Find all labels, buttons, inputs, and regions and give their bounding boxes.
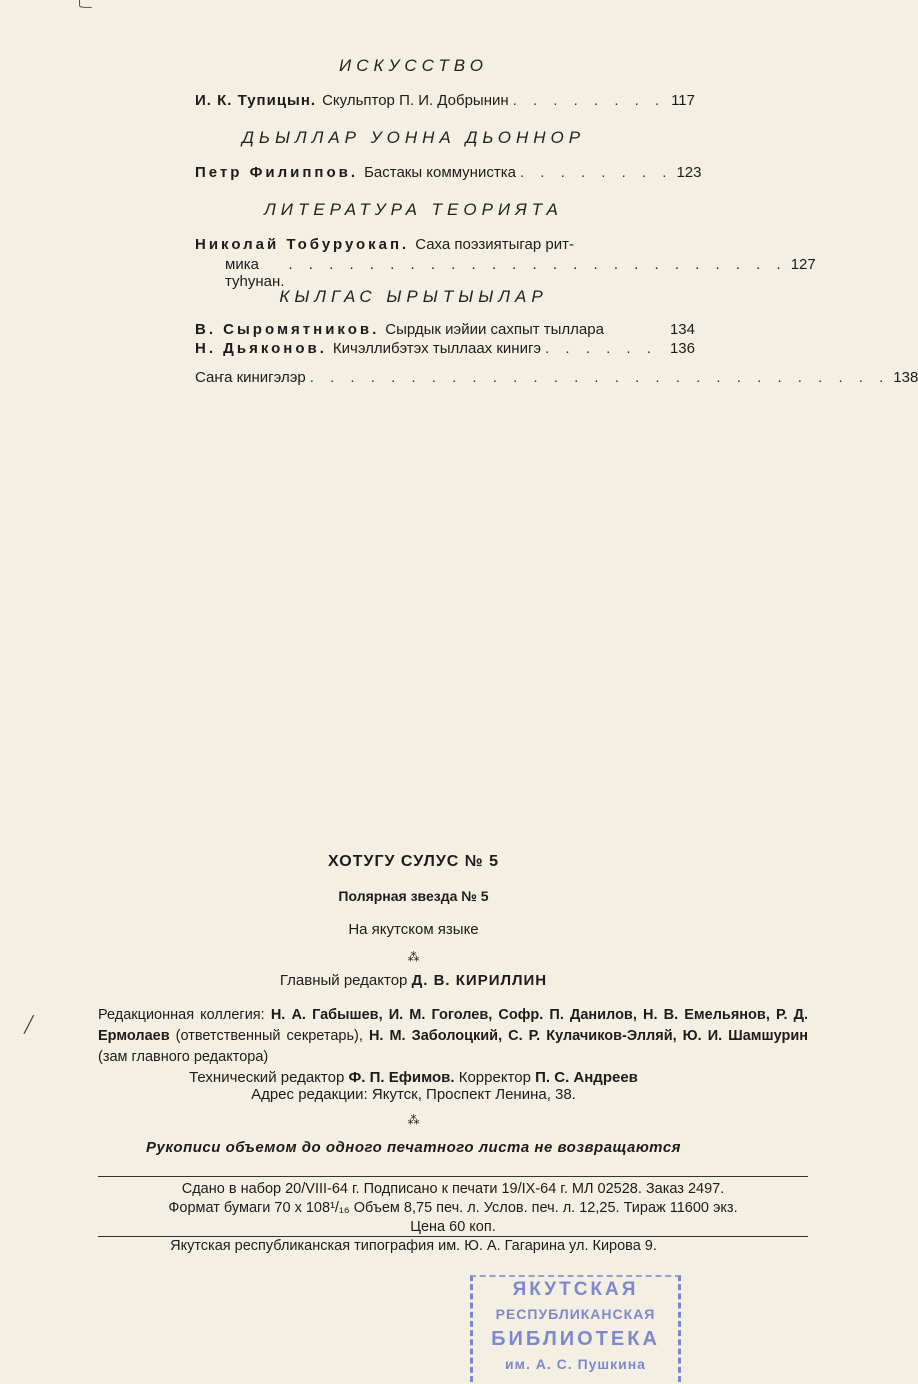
editor-line: [0, 972, 827, 989]
editor-label: Главный редактор: [279, 972, 408, 989]
dot-leader: . . . . . . . . . . . . . . . . . . . . . . . . .: [288, 256, 787, 273]
editorial-address: Адрес редакции: Якутск, Проспект Ленина, 38.: [251, 1086, 576, 1103]
toc-author: Петр Филиппов.: [195, 164, 359, 181]
corrector-name: П. С. Андреев: [535, 1069, 638, 1086]
toc-page-number: 136: [669, 340, 695, 357]
dot-leader: . . . . . . . .: [512, 92, 666, 109]
toc-entry: [195, 340, 695, 357]
scan-mark: ╰─: [76, 0, 92, 14]
dot-leader: . . . . . . . .: [519, 164, 673, 181]
toc-author: Николай Тобуруокап.: [195, 236, 410, 253]
scan-mark: ╱: [24, 1017, 34, 1034]
toc-title-continuation: мика туhунан.: [225, 256, 285, 290]
divider: [98, 1176, 808, 1177]
toc-entry: [195, 321, 695, 338]
price: Цена 60 коп.: [410, 1219, 496, 1235]
library-stamp: [470, 1275, 681, 1382]
toc-entry: [195, 92, 695, 109]
asterism: ⁂: [407, 950, 420, 964]
board-deputy-note: (зам главного редактора): [98, 1049, 269, 1065]
imprint-line-2: Формат бумаги 70 x 108¹/₁₆ Объем 8,75 печ. л. Услов. печ. л. 12,25. Тираж 11600 экз.: [168, 1200, 738, 1216]
toc-entry-continuation: [225, 256, 816, 290]
toc-title: Скульптор П. И. Добрынин: [322, 92, 509, 109]
toc-entry: [195, 164, 702, 181]
section-title-dyllar: ДЬЫЛЛАР УОННА ДЬОННОР: [241, 128, 586, 147]
toc-page-number: 127: [790, 256, 816, 273]
printer-line: Якутская республиканская типография им. Ю. А. Гагарина ул. Кирова 9.: [170, 1238, 657, 1254]
board-label: Редакционная коллегия:: [98, 1007, 265, 1023]
manuscripts-note: Рукописи объемом до одного печатного листа не возвращаются: [145, 1139, 681, 1156]
stamp-line-3: БИБЛИОТЕКА: [491, 1328, 660, 1350]
toc-entry: [195, 236, 695, 253]
board-secretary-note: (ответственный секретарь),: [175, 1028, 363, 1044]
toc-page-number: 138: [893, 369, 918, 386]
toc-title: Саҥа кинигэлэр: [195, 369, 306, 386]
tech-editor-line: [0, 1069, 827, 1086]
board-members: Н. А. Габышев, И. М. Гоголев, Софр. П. Данилов, Н. В. Емельянов, Р. Д. Ермолаев: [98, 1007, 808, 1044]
tech-editor-name: Ф. П. Ефимов.: [348, 1069, 455, 1086]
section-title-literatura: ЛИТЕРАТУРА ТЕОРИЯТА: [264, 200, 563, 219]
divider: [98, 1236, 808, 1237]
toc-page-number: 117: [671, 92, 695, 109]
toc-title: Кичэллибэтэх тыллаах кинигэ: [332, 340, 542, 357]
imprint-line-1: Сдано в набор 20/VIII-64 г. Подписано к печати 19/IX-64 г. МЛ 02528. Заказ 2497.: [181, 1181, 725, 1197]
toc-title: Сырдык иэйии сахпыт тыллара: [385, 321, 604, 338]
section-title-kylgas: КЫЛГАС ЫРЫТЫЫЛАР: [279, 287, 548, 306]
toc-title: Саха поэзиятыгар рит-: [415, 236, 574, 253]
journal-title-russian: Полярная звезда № 5: [338, 888, 489, 904]
stamp-line-4: им. А. С. Пушкина: [505, 1356, 646, 1372]
toc-page-number: 123: [676, 164, 702, 181]
section-title-iskusstvo: ИСКУССТВО: [339, 56, 488, 75]
toc-title: Бастакы коммунистка: [364, 164, 516, 181]
board-members-2: Н. М. Заболоцкий, С. Р. Кулачиков-Элляй, Ю. И. Шамшурин: [368, 1028, 809, 1044]
journal-title: ХОТУГУ СУЛУС № 5: [328, 853, 499, 870]
imprint-block: [98, 1180, 808, 1237]
dot-leader: . . . . . . . . . . . . . . . . . . . . . . . . . . . . .: [309, 369, 890, 386]
toc-author: И. К. Тупицын.: [195, 92, 317, 109]
asterism-2: ⁂: [407, 1113, 420, 1127]
stamp-line-2: РЕСПУБЛИКАНСКАЯ: [495, 1306, 656, 1322]
corrector-label: Корректор: [458, 1069, 531, 1086]
stamp-line-1: ЯКУТСКАЯ: [512, 1279, 639, 1300]
language-note: На якутском языке: [348, 921, 479, 938]
editorial-board: [98, 1005, 808, 1068]
tech-editor-label: Технический редактор: [189, 1069, 345, 1086]
toc-entry: [195, 369, 918, 386]
toc-author: В. Сыромятников.: [195, 321, 380, 338]
dot-leader: . . . . . .: [545, 340, 657, 357]
toc-author: Н. Дьяконов.: [195, 340, 327, 357]
editor-name: Д. В. КИРИЛЛИН: [411, 972, 548, 989]
toc-page-number: 134: [669, 321, 695, 338]
